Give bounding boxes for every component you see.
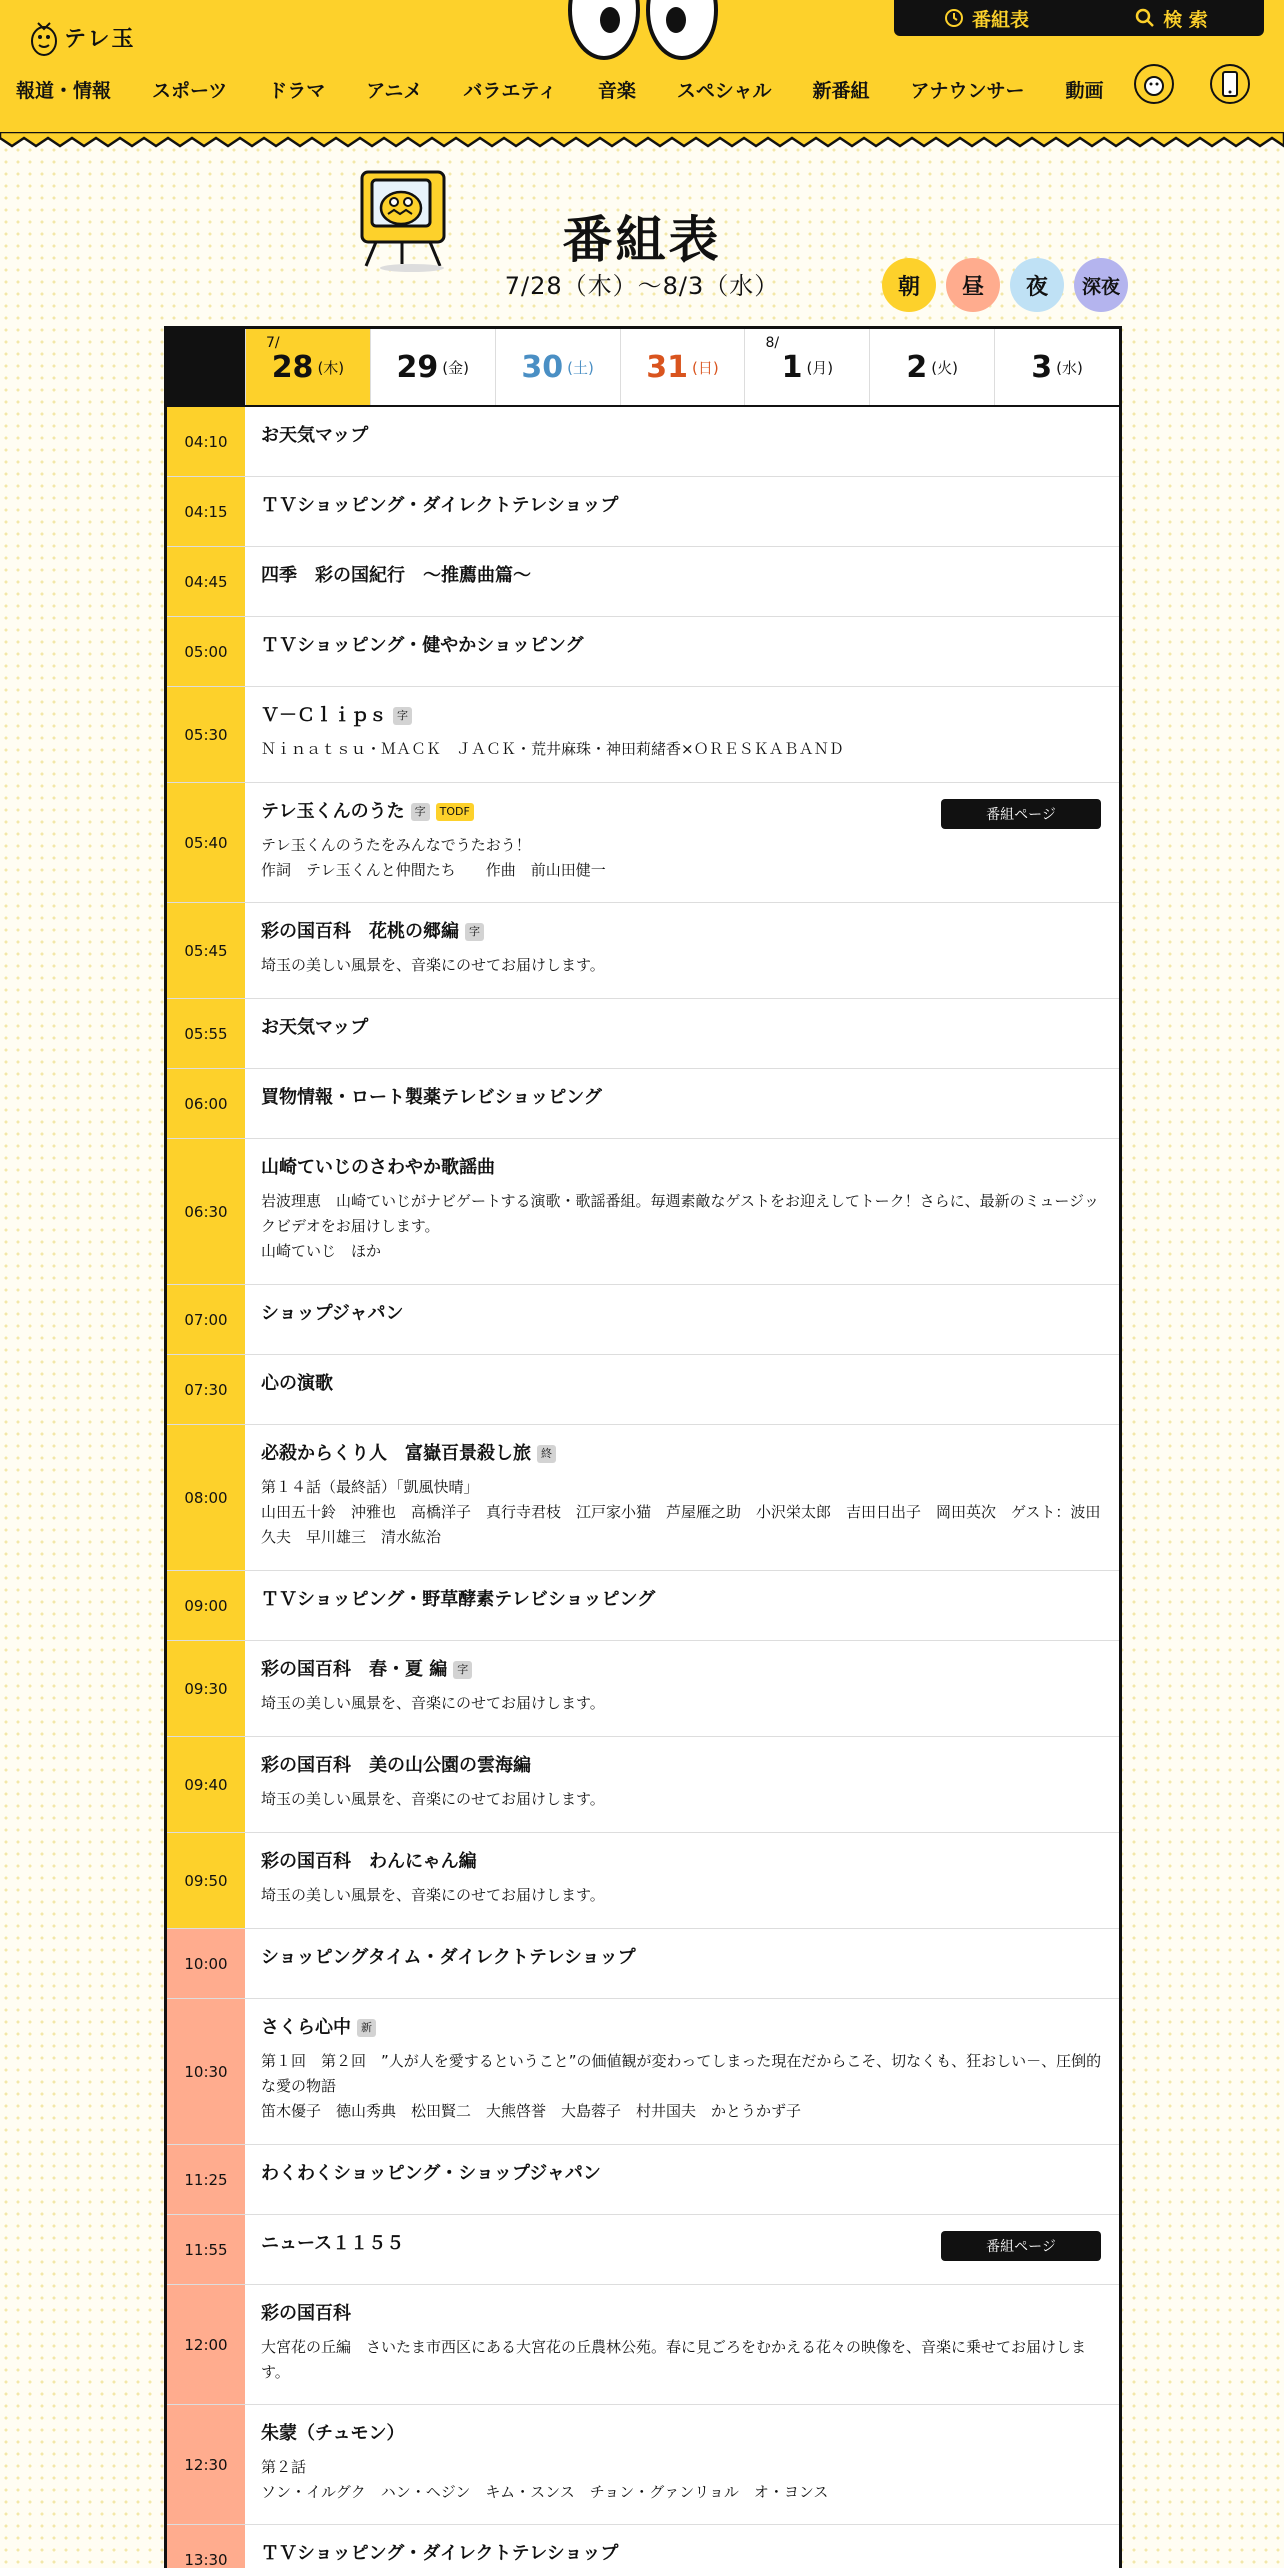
nav-item-sports[interactable]: スポーツ bbox=[152, 79, 228, 102]
program-title-line bbox=[261, 2541, 1103, 2567]
program-title-line bbox=[261, 1945, 1103, 1971]
program-details[interactable] bbox=[245, 1737, 1119, 1832]
header-wave-edge bbox=[0, 132, 1284, 152]
date-tab-month: 7/ bbox=[266, 335, 280, 351]
program-title: 買物情報・ロート製薬テレビショッピング bbox=[261, 1087, 602, 1108]
program-title: 彩の国百科 わんにゃん編 bbox=[261, 1851, 477, 1872]
program-time: 06:30 bbox=[167, 1139, 245, 1284]
program-time: 05:00 bbox=[167, 617, 245, 686]
program-title: 四季 彩の国紀行 ～推薦曲篇～ bbox=[261, 565, 531, 586]
program-title-line bbox=[261, 1441, 1103, 1467]
site-header bbox=[0, 0, 1284, 140]
program-cast: 作詞 テレ玉くんと仲間たち 作曲 前山田健一 bbox=[261, 861, 606, 879]
main-nav bbox=[16, 72, 1104, 106]
date-tab-day: 29 bbox=[396, 349, 439, 385]
date-tab-day: 2 bbox=[906, 349, 928, 385]
program-row bbox=[167, 407, 1119, 477]
program-row bbox=[167, 999, 1119, 1069]
program-description: 第１回 第２回 ”人が人を愛するということ”の価値観が変わってしまった現在だからこそ、切なくも、狂おしい－、圧倒的な愛の物語 bbox=[261, 2052, 1102, 2095]
nav-item-new-programs[interactable]: 新番組 bbox=[812, 79, 870, 102]
program-title-line bbox=[261, 2161, 1103, 2187]
program-time: 09:40 bbox=[167, 1737, 245, 1832]
time-of-day-filters bbox=[882, 258, 1128, 312]
program-tag-badge: TODF bbox=[436, 803, 474, 821]
program-time: 13:30 bbox=[167, 2525, 245, 2568]
program-time: 11:55 bbox=[167, 2215, 245, 2284]
program-title-line bbox=[261, 1155, 1103, 1181]
program-description: 第２話 bbox=[261, 2458, 307, 2476]
top-bar bbox=[894, 0, 1264, 36]
program-title: ショッピングタイム・ダイレクトテレショップ bbox=[261, 1947, 636, 1968]
program-title: わくわくショッピング・ショップジャパン bbox=[261, 2163, 601, 2184]
program-description: 埼玉の美しい風景を、音楽にのせてお届けします。 bbox=[261, 1790, 605, 1808]
clock-icon bbox=[944, 8, 964, 28]
program-title-line bbox=[261, 1849, 1103, 1875]
program-row bbox=[167, 1139, 1119, 1285]
nav-item-drama[interactable]: ドラマ bbox=[268, 79, 326, 102]
program-time: 05:40 bbox=[167, 783, 245, 902]
program-title: お天気マップ bbox=[261, 425, 369, 446]
program-title: 朱蒙（チュモン） bbox=[261, 2423, 405, 2444]
program-details[interactable] bbox=[245, 2525, 1119, 2568]
program-time: 07:00 bbox=[167, 1285, 245, 1354]
teletama-mascot-icon bbox=[30, 17, 58, 57]
program-row bbox=[167, 1641, 1119, 1737]
program-title-line bbox=[261, 1371, 1103, 1397]
program-row bbox=[167, 1285, 1119, 1355]
program-time: 09:30 bbox=[167, 1641, 245, 1736]
program-title-line bbox=[261, 2015, 1103, 2041]
program-schedule bbox=[164, 326, 1122, 2568]
date-tab-weekday: (火) bbox=[931, 358, 959, 377]
program-row bbox=[167, 1999, 1119, 2145]
date-tab[interactable] bbox=[495, 329, 620, 405]
nav-item-special[interactable]: スペシャル bbox=[676, 79, 772, 102]
program-details[interactable] bbox=[245, 477, 1119, 546]
teletama-pass-link[interactable] bbox=[1210, 64, 1250, 104]
program-details[interactable] bbox=[245, 2405, 1119, 2524]
program-title: 彩の国百科 美の山公園の雲海編 bbox=[261, 1755, 531, 1776]
program-row bbox=[167, 1571, 1119, 1641]
program-time: 05:30 bbox=[167, 687, 245, 782]
program-row bbox=[167, 2215, 1119, 2285]
program-details[interactable] bbox=[245, 903, 1119, 998]
program-time: 05:55 bbox=[167, 999, 245, 1068]
filter-morning[interactable]: 朝 bbox=[882, 258, 936, 312]
program-description: 第１４話（最終話）「凱風快晴」 bbox=[261, 1478, 479, 1496]
program-row bbox=[167, 783, 1119, 903]
program-tag-badge: 字 bbox=[393, 707, 412, 725]
nav-item-news[interactable]: 報道・情報 bbox=[16, 79, 112, 102]
program-cast: 山崎ていじ ほか bbox=[261, 1242, 382, 1260]
date-tab-weekday: (水) bbox=[1056, 358, 1083, 377]
program-details[interactable] bbox=[245, 407, 1119, 476]
program-row bbox=[167, 1833, 1119, 1929]
mascot-badge-icon bbox=[1141, 71, 1167, 97]
program-time: 10:30 bbox=[167, 1999, 245, 2144]
program-title: お天気マップ bbox=[261, 1017, 369, 1038]
program-time: 04:45 bbox=[167, 547, 245, 616]
schedule-link-label: 番組表 bbox=[971, 8, 1029, 31]
program-title: ニュース１１５５ bbox=[261, 2233, 405, 2254]
program-cast: 笛木優子 徳山秀典 松田賢二 大熊啓誉 大島蓉子 村井国夫 かとうかず子 bbox=[261, 2102, 802, 2120]
program-title-line bbox=[261, 2421, 1103, 2447]
program-row bbox=[167, 1355, 1119, 1425]
program-details[interactable] bbox=[245, 1425, 1119, 1570]
date-corner bbox=[167, 329, 245, 405]
date-tab[interactable] bbox=[245, 329, 370, 405]
program-details[interactable] bbox=[245, 1833, 1119, 1928]
program-cast: 山田五十鈴 沖雅也 高橋洋子 真行寺君枝 江戸家小猫 芦屋雁之助 小沢栄太郎 吉田日出子 岡田英次 ゲスト：波田久夫 早川雄三 清水紘治 bbox=[261, 1503, 1101, 1546]
program-description: 埼玉の美しい風景を、音楽にのせてお届けします。 bbox=[261, 1694, 605, 1712]
search-button[interactable] bbox=[1079, 0, 1264, 36]
program-title-line bbox=[261, 2301, 1103, 2327]
date-tab-month: 8/ bbox=[765, 335, 780, 351]
date-tab-weekday: (土) bbox=[567, 358, 594, 377]
program-title: 彩の国百科 春・夏 編 bbox=[261, 1659, 448, 1680]
program-details[interactable] bbox=[245, 783, 1119, 902]
nav-item-variety[interactable]: バラエティ bbox=[463, 79, 557, 102]
program-details[interactable] bbox=[245, 999, 1119, 1068]
program-title: 必殺からくり人 富嶽百景殺し旅 bbox=[261, 1443, 531, 1464]
date-tab-weekday: (金) bbox=[442, 358, 470, 377]
date-tab-weekday: (日) bbox=[692, 358, 719, 377]
program-list bbox=[167, 407, 1119, 2568]
program-details[interactable] bbox=[245, 1139, 1119, 1284]
program-title: さくら心中 bbox=[261, 2017, 351, 2038]
program-details[interactable] bbox=[245, 2285, 1119, 2404]
date-tab-day: 31 bbox=[646, 349, 689, 385]
program-tag-badge: 字 bbox=[465, 923, 484, 941]
filter-late-night[interactable]: 深夜 bbox=[1074, 258, 1128, 312]
program-row bbox=[167, 1929, 1119, 1999]
program-details[interactable] bbox=[245, 1999, 1119, 2144]
program-time: 11:25 bbox=[167, 2145, 245, 2214]
program-time: 12:00 bbox=[167, 2285, 245, 2404]
program-details[interactable] bbox=[245, 1571, 1119, 1640]
program-title: ＴＶショッピング・健やかショッピング bbox=[261, 635, 584, 656]
program-time: 04:15 bbox=[167, 477, 245, 546]
program-row bbox=[167, 2525, 1119, 2568]
program-row bbox=[167, 617, 1119, 687]
program-title-line bbox=[261, 1657, 1103, 1683]
program-details[interactable] bbox=[245, 547, 1119, 616]
program-title-line bbox=[261, 563, 1103, 589]
program-title-line bbox=[261, 1015, 1103, 1041]
program-row bbox=[167, 1069, 1119, 1139]
program-page-button[interactable]: 番組ページ bbox=[941, 2231, 1101, 2261]
program-details[interactable] bbox=[245, 1641, 1119, 1736]
program-row bbox=[167, 903, 1119, 999]
program-time: 12:30 bbox=[167, 2405, 245, 2524]
program-row bbox=[167, 1425, 1119, 1571]
date-tab[interactable] bbox=[620, 329, 745, 405]
program-description: 岩波理恵 山崎ていじがナビゲートする演歌・歌謡番組。毎週素敵なゲストをお迎えしてトーク！さらに、最新のミュージックビデオをお届けします。 bbox=[261, 1192, 1100, 1235]
program-title-line bbox=[261, 1753, 1103, 1779]
date-tab[interactable] bbox=[869, 329, 994, 405]
program-time: 10:00 bbox=[167, 1929, 245, 1998]
program-title: ＴＶショッピング・ダイレクトテレショップ bbox=[261, 495, 619, 516]
program-title-line bbox=[261, 633, 1103, 659]
program-tag-badge: 新 bbox=[357, 2019, 376, 2037]
date-tab-day: 1 bbox=[781, 349, 803, 385]
program-row bbox=[167, 2285, 1119, 2405]
filter-night[interactable]: 夜 bbox=[1010, 258, 1064, 312]
program-description: 埼玉の美しい風景を、音楽にのせてお届けします。 bbox=[261, 1886, 605, 1904]
date-tab[interactable] bbox=[370, 329, 495, 405]
date-tab[interactable] bbox=[994, 329, 1119, 405]
program-time: 05:45 bbox=[167, 903, 245, 998]
program-row bbox=[167, 2145, 1119, 2215]
program-title: ＴＶショッピング・野草酵素テレビショッピング bbox=[261, 1589, 656, 1610]
program-title: 山崎ていじのさわやか歌謡曲 bbox=[261, 1157, 495, 1178]
date-tab-day: 3 bbox=[1031, 349, 1053, 385]
program-title: 彩の国百科 花桃の郷編 bbox=[261, 921, 459, 942]
program-row bbox=[167, 477, 1119, 547]
program-title-line bbox=[261, 919, 1103, 945]
filter-daytime[interactable]: 昼 bbox=[946, 258, 1000, 312]
program-row bbox=[167, 1737, 1119, 1833]
program-title: 彩の国百科 bbox=[261, 2303, 351, 2324]
program-details[interactable] bbox=[245, 1285, 1119, 1354]
date-tab-day: 28 bbox=[271, 349, 314, 385]
program-title: ショップジャパン bbox=[261, 1303, 404, 1324]
phone-badge-icon bbox=[1219, 70, 1241, 98]
teletama-kun-link[interactable] bbox=[1134, 64, 1174, 104]
date-tabs bbox=[167, 329, 1119, 407]
program-title-line bbox=[261, 423, 1103, 449]
program-description: Ｎｉｎａｔｓｕ・ＭＡＣＫ ＪＡＣＫ・荒井麻珠・神田莉緒香×ＯＲＥＳＫＡＢＡＮＤ bbox=[261, 740, 844, 758]
nav-item-announcers[interactable]: アナウンサー bbox=[910, 79, 1025, 102]
date-tab-day: 30 bbox=[521, 349, 564, 385]
program-row bbox=[167, 547, 1119, 617]
program-description: 大宮花の丘編 さいたま市西区にある大宮花の丘農林公苑。春に見ごろをむかえる花々の映像を、音楽に乗せてお届けします。 bbox=[261, 2338, 1087, 2381]
program-details[interactable] bbox=[245, 1069, 1119, 1138]
date-tab-weekday: (木) bbox=[317, 358, 345, 377]
program-description: 埼玉の美しい風景を、音楽にのせてお届けします。 bbox=[261, 956, 605, 974]
program-time: 07:30 bbox=[167, 1355, 245, 1424]
program-time: 08:00 bbox=[167, 1425, 245, 1570]
date-tab[interactable] bbox=[744, 329, 869, 405]
program-details[interactable] bbox=[245, 617, 1119, 686]
program-tag-badge: 字 bbox=[453, 1661, 472, 1679]
program-time: 04:10 bbox=[167, 407, 245, 476]
program-details[interactable] bbox=[245, 1929, 1119, 1998]
program-cast: ソン・イルグク ハン・ヘジン キム・スンス チョン・グァンリョル オ・ヨンス bbox=[261, 2483, 829, 2501]
program-details[interactable] bbox=[245, 687, 1119, 782]
date-range: 7/28（木）〜8/3（水） bbox=[504, 272, 780, 300]
program-row bbox=[167, 2405, 1119, 2525]
program-title-line bbox=[261, 1301, 1103, 1327]
program-time: 09:50 bbox=[167, 1833, 245, 1928]
program-title-line bbox=[261, 703, 1103, 729]
program-tag-badge: 字 bbox=[411, 803, 430, 821]
program-row bbox=[167, 687, 1119, 783]
nav-item-music[interactable]: 音楽 bbox=[597, 79, 636, 102]
program-details[interactable] bbox=[245, 2215, 1119, 2284]
site-logo[interactable] bbox=[30, 14, 136, 60]
program-details[interactable] bbox=[245, 2145, 1119, 2214]
program-description: テレ玉くんのうたをみんなでうたおう！ bbox=[261, 836, 531, 854]
logo-text: テレ玉 bbox=[64, 26, 136, 52]
search-icon bbox=[1135, 8, 1155, 28]
search-button-label: 検 索 bbox=[1163, 8, 1208, 31]
schedule-link[interactable] bbox=[894, 0, 1079, 36]
mascot-eyes-icon bbox=[568, 0, 718, 62]
program-title-line bbox=[261, 1085, 1103, 1111]
nav-item-anime[interactable]: アニメ bbox=[366, 79, 423, 102]
nav-item-videos[interactable]: 動画 bbox=[1065, 79, 1104, 102]
program-time: 09:00 bbox=[167, 1571, 245, 1640]
program-title: ＴＶショッピング・ダイレクトテレショップ bbox=[261, 2543, 619, 2564]
program-title-line bbox=[261, 1587, 1103, 1613]
program-title-line bbox=[261, 493, 1103, 519]
program-time: 06:00 bbox=[167, 1069, 245, 1138]
program-title: 心の演歌 bbox=[261, 1373, 333, 1394]
program-title: テレ玉くんのうた bbox=[261, 801, 405, 822]
page-title: 番組表 bbox=[562, 211, 722, 269]
program-page-button[interactable]: 番組ページ bbox=[941, 799, 1101, 829]
program-tag-badge: 終 bbox=[537, 1445, 556, 1463]
date-tab-weekday: (月) bbox=[806, 358, 834, 377]
program-details[interactable] bbox=[245, 1355, 1119, 1424]
program-title: Ｖ－Ｃｌｉｐｓ bbox=[261, 705, 387, 726]
